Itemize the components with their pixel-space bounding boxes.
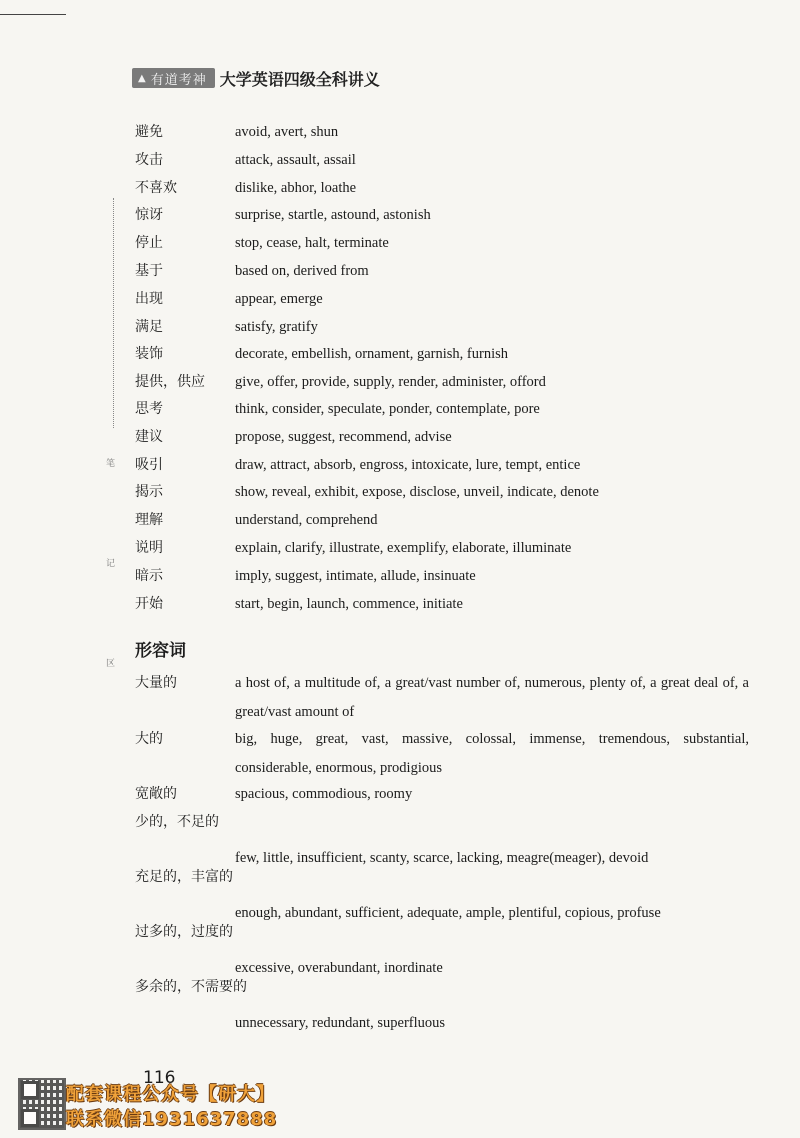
english-synonyms: spacious, commodious, roomy — [235, 786, 413, 802]
english-synonyms: surprise, startle, astound, astonish — [235, 207, 431, 223]
page-header — [132, 66, 380, 90]
english-synonyms: big, huge, great, vast, massive, colossal, immense, tremendous, substantial, considerable, enormous, prodigious — [235, 731, 749, 776]
logo-mark-icon: ▲ — [138, 72, 147, 84]
chinese-term: 思考 — [135, 401, 163, 417]
english-synonyms: explain, clarify, illustrate, exemplify, elaborate, illuminate — [235, 540, 572, 556]
english-synonyms: excessive, overabundant, inordinate — [235, 960, 443, 976]
chinese-term: 开始 — [135, 596, 163, 612]
chinese-term: 满足 — [135, 319, 163, 335]
chinese-term: 理解 — [135, 512, 163, 528]
chinese-term: 避免 — [135, 124, 163, 140]
page-number: 116 — [143, 1068, 176, 1088]
chinese-term: 暗示 — [135, 568, 163, 584]
english-synonyms: propose, suggest, recommend, advise — [235, 429, 452, 445]
brand-logo — [132, 68, 215, 88]
english-synonyms: few, little, insufficient, scanty, scarce, lacking, meagre(meager), devoid — [235, 850, 649, 866]
chinese-term: 攻击 — [135, 152, 163, 168]
english-synonyms: imply, suggest, intimate, allude, insinuate — [235, 568, 476, 584]
chinese-term: 宽敞的 — [135, 786, 177, 802]
english-synonyms: draw, attract, absorb, engross, intoxicate, lure, tempt, entice — [235, 457, 581, 473]
english-synonyms: show, reveal, exhibit, expose, disclose, unveil, indicate, denote — [235, 484, 599, 500]
top-rule — [0, 14, 66, 15]
english-synonyms: enough, abundant, sufficient, adequate, ample, plentiful, copious, profuse — [235, 905, 661, 921]
chinese-term: 吸引 — [135, 457, 163, 473]
chinese-term: 多余的，不需要的 — [135, 979, 247, 995]
chinese-term: 说明 — [135, 540, 163, 556]
english-synonyms: based on, derived from — [235, 263, 369, 279]
margin-note-char: 记 — [106, 559, 116, 569]
english-synonyms: a host of, a multitude of, a great/vast number of, numerous, plenty of, a great deal of, a great/vast amount of — [235, 675, 749, 720]
logo-text: 有道考神 — [150, 72, 207, 88]
chinese-term: 充足的，丰富的 — [135, 869, 233, 885]
margin-note-char: 区 — [106, 659, 116, 669]
chinese-term: 过多的，过度的 — [135, 924, 233, 940]
chinese-term: 大量的 — [135, 675, 177, 691]
english-synonyms: understand, comprehend — [235, 512, 378, 528]
watermark-line: 配套课程公众号【研大】 — [66, 1084, 275, 1105]
chinese-term: 装饰 — [135, 346, 163, 362]
english-synonyms: appear, emerge — [235, 291, 323, 307]
chinese-term: 大的 — [135, 731, 163, 747]
chinese-term: 出现 — [135, 291, 163, 307]
margin-note-char: 笔 — [106, 459, 116, 469]
english-synonyms: satisfy, gratify — [235, 319, 318, 335]
chinese-term: 建议 — [135, 429, 163, 445]
chinese-term: 提供，供应 — [135, 374, 205, 390]
chinese-term: 揭示 — [135, 484, 163, 500]
english-synonyms: stop, cease, halt, terminate — [235, 235, 389, 251]
english-synonyms: dislike, abhor, loathe — [235, 180, 357, 196]
chinese-term: 惊讶 — [135, 207, 163, 223]
chinese-term: 停止 — [135, 235, 163, 251]
english-synonyms: attack, assault, assail — [235, 152, 356, 168]
qr-code-icon — [18, 1078, 66, 1130]
english-synonyms: start, begin, launch, commence, initiate — [235, 596, 463, 612]
english-synonyms: avoid, avert, shun — [235, 124, 339, 140]
section-heading: 形容词 — [135, 641, 186, 661]
margin-divider — [113, 198, 115, 428]
chinese-term: 基于 — [135, 263, 163, 279]
watermark-line: 联系微信1931637888 — [66, 1109, 278, 1130]
book-title: 大学英语四级全科讲义 — [219, 69, 380, 89]
english-synonyms: think, consider, speculate, ponder, contemplate, pore — [235, 401, 540, 417]
english-synonyms: give, offer, provide, supply, render, administer, offord — [235, 374, 546, 390]
english-synonyms: decorate, embellish, ornament, garnish, furnish — [235, 346, 509, 362]
english-synonyms: unnecessary, redundant, superfluous — [235, 1015, 446, 1031]
chinese-term: 少的，不足的 — [135, 814, 219, 830]
chinese-term: 不喜欢 — [135, 180, 177, 196]
